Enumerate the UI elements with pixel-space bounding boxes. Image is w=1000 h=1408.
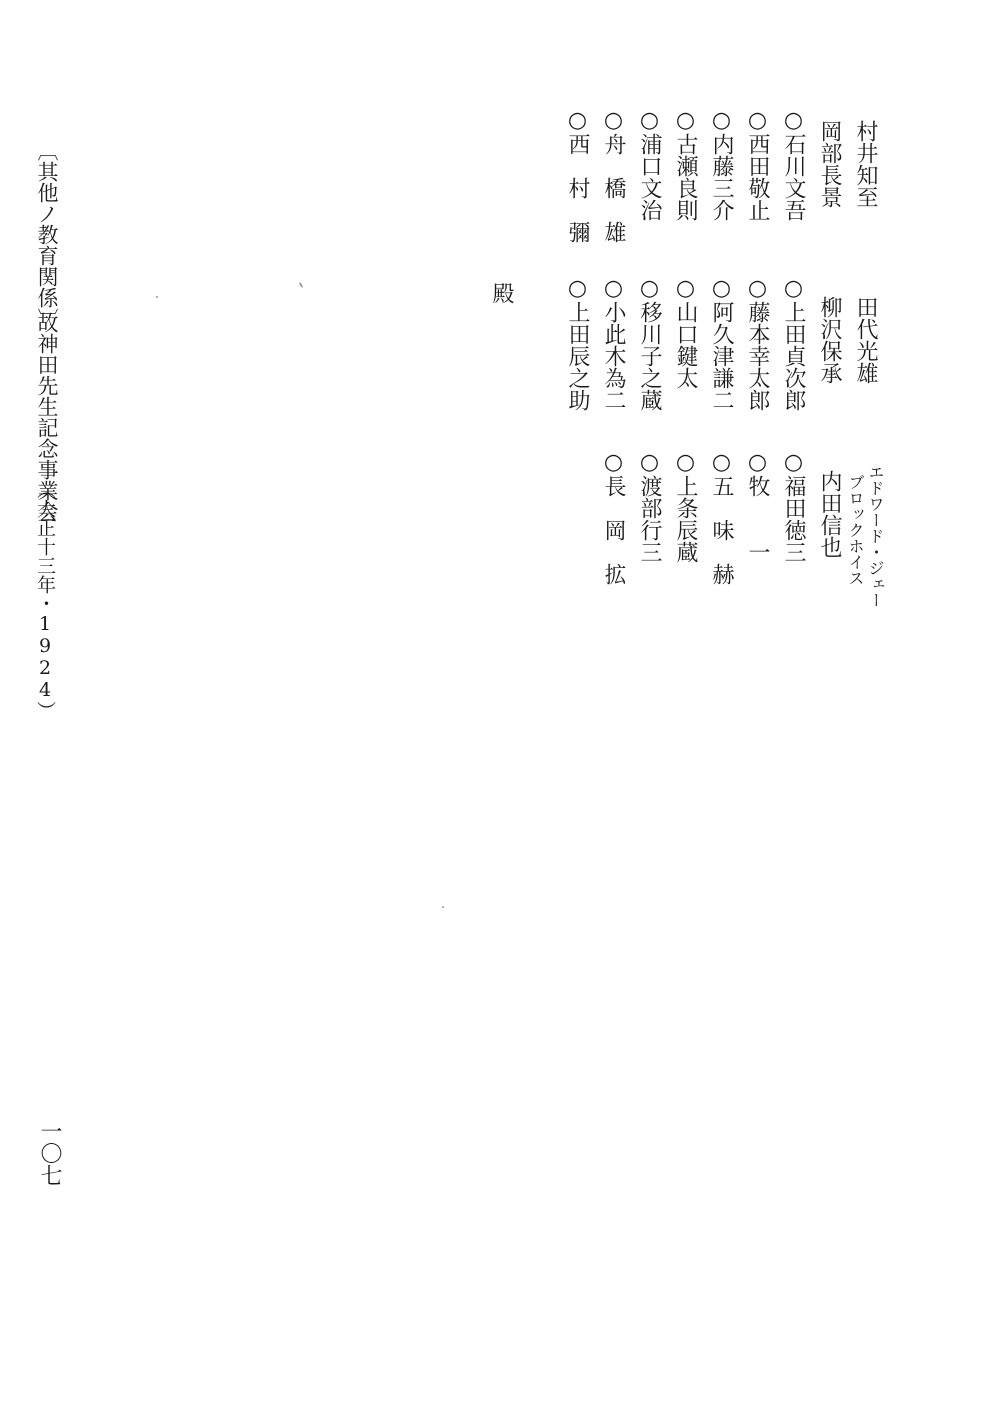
organization-label: 故神田先生記念事業会 (35, 312, 59, 522)
name-entry: ○浦口文治 (637, 108, 662, 221)
name-entry: ○牧 一 (745, 450, 770, 563)
name-entry: ○小此木為二 (601, 276, 626, 411)
name-entry-english-line2: ブロックホイス (846, 474, 865, 586)
name-entry: ○西田敬止 (745, 108, 770, 221)
name-entry: ○内藤三介 (709, 108, 734, 221)
scan-speck (299, 282, 304, 288)
page-number: 一〇七 (37, 1120, 62, 1186)
name-entry-english-line1: エドワード・ジェー (866, 464, 885, 608)
name-entry: ○舟 橋 雄 (601, 108, 626, 243)
date-label: （大正十三年・1924） (34, 480, 56, 720)
name-entry: ○阿久津謙二 (709, 276, 734, 411)
name-entry: 内田信也 (817, 470, 842, 558)
name-entry: 村井知至 (853, 120, 878, 208)
name-entry: ○石川文吾 (781, 108, 806, 221)
name-entry: 田代光雄 (853, 296, 878, 384)
name-entry: 岡部長景 (817, 120, 842, 208)
name-entry: ○西 村 彌 (565, 108, 590, 243)
name-entry: ○古瀬良則 (673, 108, 698, 221)
name-entry: 柳沢保承 (817, 296, 842, 384)
scan-speck (442, 906, 444, 908)
name-entry: ○上条辰蔵 (673, 450, 698, 563)
name-entry: ○長 岡 拡 (601, 450, 626, 585)
name-entry: ○山口鍵太 (673, 276, 698, 389)
name-entry: ○福田徳三 (781, 450, 806, 563)
category-label: 〔其他ノ教育関係〕 (35, 140, 59, 329)
name-entry: ○渡部行三 (637, 450, 662, 563)
name-entry: ○藤本幸太郎 (745, 276, 770, 411)
name-entry: ○五 味 赫 (709, 450, 734, 585)
scan-speck (156, 296, 158, 298)
name-entry: ○上田貞次郎 (781, 276, 806, 411)
name-entry: ○上田辰之助 (565, 276, 590, 411)
honorific: 殿 (489, 282, 514, 304)
name-entry: ○移川子之蔵 (637, 276, 662, 411)
